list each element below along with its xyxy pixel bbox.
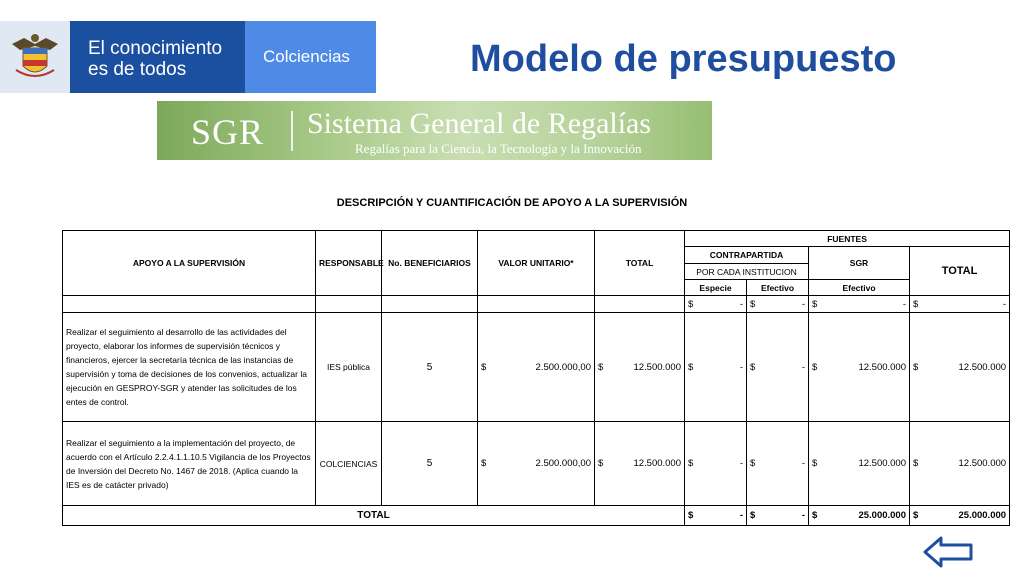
row-responsable: COLCIENCIAS bbox=[316, 422, 382, 506]
sgr-logo-text: SGR bbox=[191, 112, 265, 152]
row-especie: $ - bbox=[685, 422, 747, 506]
row-valor-unitario: $ 2.500.000,00 bbox=[478, 422, 595, 506]
row-especie: $ - bbox=[685, 313, 747, 422]
row-total-fuentes: $ 12.500.000 bbox=[910, 313, 1010, 422]
row-efectivo: $ - bbox=[747, 422, 809, 506]
table-row bbox=[63, 422, 1010, 506]
header-beneficiarios: No. BENEFICIARIOS bbox=[382, 231, 478, 296]
header-valor-unitario: VALOR UNITARIO* bbox=[478, 231, 595, 296]
brand-line-1: El conocimiento bbox=[88, 38, 223, 59]
header-row-5 bbox=[63, 296, 1010, 313]
blank-cell bbox=[382, 296, 478, 313]
row-total-fuentes: $ 12.500.000 bbox=[910, 422, 1010, 506]
row-beneficiarios: 5 bbox=[382, 313, 478, 422]
back-arrow-icon[interactable] bbox=[922, 535, 974, 569]
page-title: Modelo de presupuesto bbox=[470, 38, 897, 80]
totals-efectivo: $ - bbox=[747, 506, 809, 526]
colciencias-label: Colciencias bbox=[263, 47, 350, 66]
row-valor-unitario: $ 2.500.000,00 bbox=[478, 313, 595, 422]
row-description: Realizar el seguimiento a la implementación del proyecto, de acuerdo con el Artículo 2.2.4.1.1.10.5 Vigilancia de los Proyectos de Inversión del Decreto No. 1467 de 2018. (Aplica cuando la IES es de catácter privado) bbox=[63, 422, 316, 506]
totals-especie: $ - bbox=[685, 506, 747, 526]
header-row-1 bbox=[63, 231, 1010, 247]
cell-especie-top: $ - bbox=[685, 296, 747, 313]
totals-total-fuentes: $ 25.000.000 bbox=[910, 506, 1010, 526]
cell-total-top: $ - bbox=[910, 296, 1010, 313]
row-sgr: $ 12.500.000 bbox=[809, 313, 910, 422]
brand-line-2: es de todos bbox=[88, 59, 187, 80]
brand-slogan bbox=[88, 38, 222, 80]
colombia-crest-icon bbox=[10, 30, 60, 82]
blank-cell bbox=[595, 296, 685, 313]
header-sgr: SGR bbox=[809, 247, 910, 280]
row-sgr: $ 12.500.000 bbox=[809, 422, 910, 506]
totals-label: TOTAL bbox=[63, 506, 685, 526]
header-total: TOTAL bbox=[595, 231, 685, 296]
header-efectivo: Efectivo bbox=[747, 280, 809, 296]
row-total: $ 12.500.000 bbox=[595, 313, 685, 422]
blank-cell bbox=[316, 296, 382, 313]
colciencias-logo bbox=[245, 21, 376, 93]
budget-table bbox=[62, 230, 1010, 526]
cell-efectivo-top: $ - bbox=[747, 296, 809, 313]
row-description: Realizar el seguimiento al desarrollo de las actividades del proyecto, elaborar los informes de supervisión técnicos y financieros, ejercer la secretaría técnica de las instancias de supervisión y toma de decisiones de los convenios, actualizar la ejecución en GESPROY-SGR y atender las solicitudes de los entes de control. bbox=[63, 313, 316, 422]
table-heading: DESCRIPCIÓN Y CUANTIFICACIÓN DE APOYO A LA SUPERVISIÓN bbox=[336, 197, 688, 209]
banner-subtitle: Regalías para la Ciencia, la Tecnología y la Innovación bbox=[355, 141, 642, 156]
blank-cell bbox=[63, 296, 316, 313]
header-apoyo: APOYO A LA SUPERVISIÓN bbox=[63, 231, 316, 296]
blank-cell bbox=[478, 296, 595, 313]
sgr-banner bbox=[157, 101, 712, 160]
totals-row bbox=[63, 506, 1010, 526]
row-total: $ 12.500.000 bbox=[595, 422, 685, 506]
table-row bbox=[63, 313, 1010, 422]
cell-sgr-top: $ - bbox=[809, 296, 910, 313]
header-contrapartida: CONTRAPARTIDA bbox=[685, 247, 809, 264]
row-beneficiarios: 5 bbox=[382, 422, 478, 506]
header-total-fuentes: TOTAL bbox=[910, 247, 1010, 296]
row-responsable: IES pública bbox=[316, 313, 382, 422]
banner-title: Sistema General de Regalías bbox=[307, 107, 652, 140]
row-efectivo: $ - bbox=[747, 313, 809, 422]
header-especie: Especie bbox=[685, 280, 747, 296]
header-responsable: RESPONSABLE bbox=[316, 231, 382, 296]
totals-sgr: $ 25.000.000 bbox=[809, 506, 910, 526]
header-por-institucion: POR CADA INSTITUCION bbox=[685, 264, 809, 280]
banner-divider bbox=[291, 111, 293, 151]
header-efectivo-sgr: Efectivo bbox=[809, 280, 910, 296]
header-fuentes: FUENTES bbox=[685, 231, 1010, 247]
